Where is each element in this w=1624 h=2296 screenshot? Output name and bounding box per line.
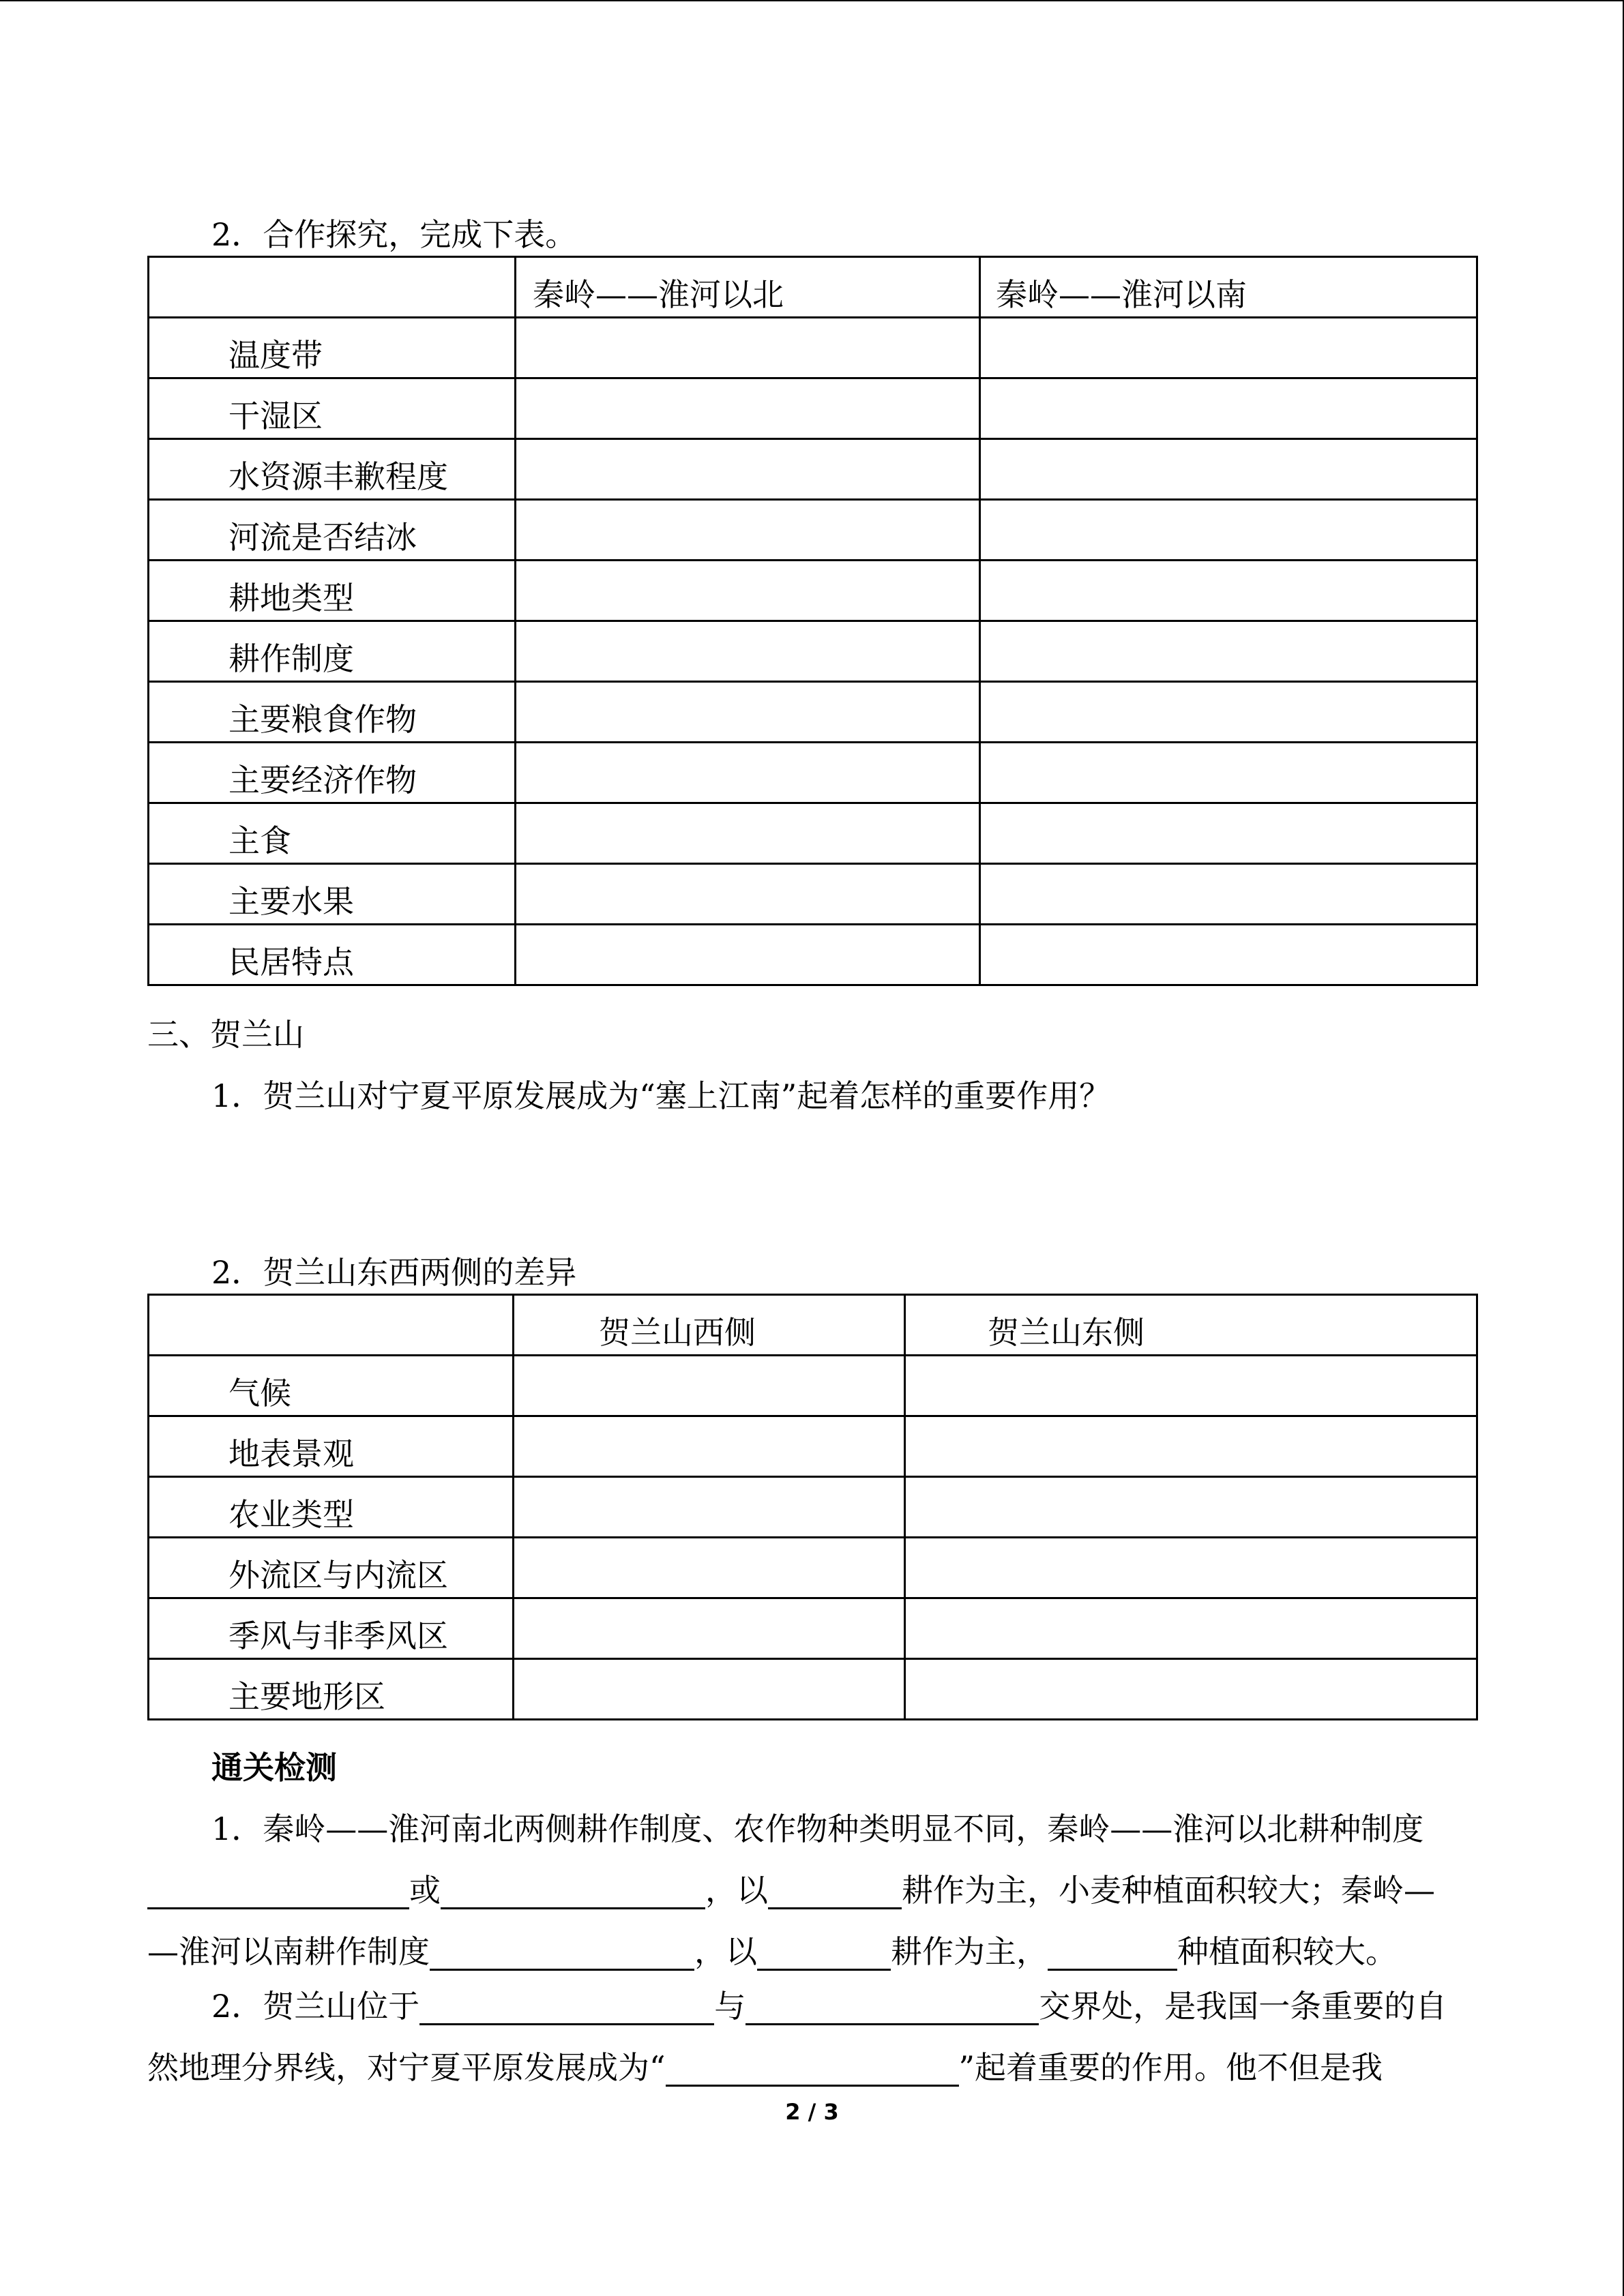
check-q1-line-1 [147, 1798, 1476, 1860]
table1-answer-cell[interactable] [516, 743, 980, 803]
table1-row [149, 318, 1477, 378]
table1-answer-cell[interactable] [980, 743, 1477, 803]
page-border-top [0, 0, 1624, 1]
table2-answer-cell[interactable] [514, 1416, 905, 1477]
table1-answer-cell[interactable] [980, 864, 1477, 925]
blank-north-system-2[interactable] [441, 1872, 705, 1909]
table1-answer-cell[interactable] [980, 621, 1477, 682]
table1-row [149, 439, 1477, 500]
check-q2-start: 2．贺兰山位于 [211, 1988, 420, 2025]
check-q1-text: 1．秦岭——淮河南北两侧耕作制度、农作物种类明显不同，秦岭——淮河以北耕种制度 [211, 1810, 1424, 1847]
blank-south-farmland[interactable] [757, 1933, 891, 1971]
table2-row [149, 1659, 1477, 1720]
table1-row [149, 925, 1477, 985]
table2-answer-cell[interactable] [905, 1477, 1477, 1538]
table2-row-label: 主要地形区 [149, 1659, 514, 1720]
check-q1-line-2 [147, 1860, 1476, 1921]
table2-header-cell [149, 1295, 514, 1356]
table1-header-cell: 秦岭——淮河以南 [980, 257, 1477, 318]
table1-answer-cell[interactable] [980, 925, 1477, 985]
table1-row [149, 378, 1477, 439]
north-south-comparison-table [147, 256, 1478, 986]
table2-answer-cell[interactable] [514, 1598, 905, 1659]
table1-answer-cell[interactable] [516, 803, 980, 864]
table1-row [149, 500, 1477, 561]
table2-answer-cell[interactable] [905, 1538, 1477, 1598]
table1-row [149, 682, 1477, 743]
table2-header-cell: 贺兰山西侧 [514, 1295, 905, 1356]
check-q2-line2-end: ”起着重要的作用。他不但是我 [958, 2049, 1383, 2086]
table2-row-label: 季风与非季风区 [149, 1598, 514, 1659]
table1-row-label: 干湿区 [149, 378, 516, 439]
check-q1-mid2: 耕作为主， [891, 1933, 1048, 1970]
table1-row-label: 耕作制度 [149, 621, 516, 682]
table2-answer-cell[interactable] [514, 1356, 905, 1416]
table1-row [149, 621, 1477, 682]
blank-helan-region-2[interactable] [745, 1988, 1039, 2025]
check-q2-line-2 [147, 2037, 1476, 2098]
check-q2-yu: 与 [714, 1988, 746, 2025]
table1-answer-cell[interactable] [980, 803, 1477, 864]
check-q1-yi: ，以 [705, 1872, 768, 1909]
table1-answer-cell[interactable] [980, 318, 1477, 378]
q2-title: 2．合作探究，完成下表。 [211, 216, 577, 253]
table1-answer-cell[interactable] [516, 561, 980, 621]
blank-north-system-1[interactable] [147, 1872, 409, 1909]
check-q1-dash: —淮河以南耕作制度 [147, 1933, 430, 1970]
table2-answer-cell[interactable] [514, 1538, 905, 1598]
page-number: 2 / 3 [785, 2099, 839, 2125]
table1-answer-cell[interactable] [980, 682, 1477, 743]
table2-answer-cell[interactable] [514, 1659, 905, 1720]
table1-answer-cell[interactable] [516, 439, 980, 500]
check-q1-yi-2: ，以 [694, 1933, 757, 1970]
check-title: 通关检测 [211, 1749, 337, 1786]
table1-answer-cell[interactable] [980, 500, 1477, 561]
check-question-1 [147, 1798, 1476, 1982]
table2-row [149, 1598, 1477, 1659]
table1-row-label: 温度带 [149, 318, 516, 378]
check-q2-mid: 交界处，是我国一条重要的自 [1039, 1988, 1447, 2025]
table2-answer-cell[interactable] [905, 1356, 1477, 1416]
table1-row [149, 561, 1477, 621]
table2-answer-cell[interactable] [905, 1659, 1477, 1720]
blank-south-crop[interactable] [1048, 1933, 1177, 1971]
table1-answer-cell[interactable] [980, 378, 1477, 439]
table1-answer-cell[interactable] [516, 500, 980, 561]
table1-row-label: 民居特点 [149, 925, 516, 985]
table2-header-cell: 贺兰山东侧 [905, 1295, 1477, 1356]
table2-row-label: 地表景观 [149, 1416, 514, 1477]
table1-answer-cell[interactable] [980, 561, 1477, 621]
helan-mountain-comparison-table [147, 1294, 1478, 1720]
table1-row [149, 803, 1477, 864]
table1-answer-cell[interactable] [980, 439, 1477, 500]
table1-row-label: 主食 [149, 803, 516, 864]
table1-answer-cell[interactable] [516, 682, 980, 743]
check-q1-end: 种植面积较大。 [1177, 1933, 1397, 1970]
table2-row [149, 1356, 1477, 1416]
check-q2-line2-start: 然地理分界线，对宁夏平原发展成为“ [147, 2049, 666, 2086]
blank-north-farmland[interactable] [768, 1872, 902, 1909]
table1-answer-cell[interactable] [516, 621, 980, 682]
section3-question-2: 2．贺兰山东西两侧的差异 [211, 1254, 577, 1291]
table1-answer-cell[interactable] [516, 864, 980, 925]
blank-ningxia-name[interactable] [666, 2049, 959, 2087]
table1-header-cell: 秦岭——淮河以北 [516, 257, 980, 318]
section3-question-1: 1．贺兰山对宁夏平原发展成为“塞上江南”起着怎样的重要作用？ [211, 1077, 1111, 1114]
check-q1-or: 或 [409, 1872, 441, 1909]
table2-row-label: 农业类型 [149, 1477, 514, 1538]
table1-row-label: 主要水果 [149, 864, 516, 925]
table1-row-label: 主要粮食作物 [149, 682, 516, 743]
table2-answer-cell[interactable] [905, 1416, 1477, 1477]
table2-row-label: 气候 [149, 1356, 514, 1416]
table1-answer-cell[interactable] [516, 925, 980, 985]
table2-header-row [149, 1295, 1477, 1356]
blank-south-system[interactable] [430, 1933, 694, 1971]
check-q1-line-3 [147, 1921, 1476, 1982]
table1-header-cell [149, 257, 516, 318]
table1-row-label: 河流是否结冰 [149, 500, 516, 561]
table1-row-label: 主要经济作物 [149, 743, 516, 803]
table1-row-label: 耕地类型 [149, 561, 516, 621]
table2-row [149, 1416, 1477, 1477]
table2-row-label: 外流区与内流区 [149, 1538, 514, 1598]
blank-helan-region-1[interactable] [419, 1988, 714, 2025]
check-q1-mid1: 耕作为主，小麦种植面积较大；秦岭— [902, 1872, 1435, 1909]
table1-row [149, 864, 1477, 925]
table2-row [149, 1477, 1477, 1538]
table1-row [149, 743, 1477, 803]
check-question-2 [147, 1976, 1476, 2098]
table2-answer-cell[interactable] [514, 1477, 905, 1538]
table1-answer-cell[interactable] [516, 318, 980, 378]
section3-title: 三、贺兰山 [147, 1016, 304, 1053]
check-q2-line-1 [147, 1976, 1476, 2037]
table1-answer-cell[interactable] [516, 378, 980, 439]
table1-header-row [149, 257, 1477, 318]
table1-row-label: 水资源丰歉程度 [149, 439, 516, 500]
table2-row [149, 1538, 1477, 1598]
table2-answer-cell[interactable] [905, 1598, 1477, 1659]
